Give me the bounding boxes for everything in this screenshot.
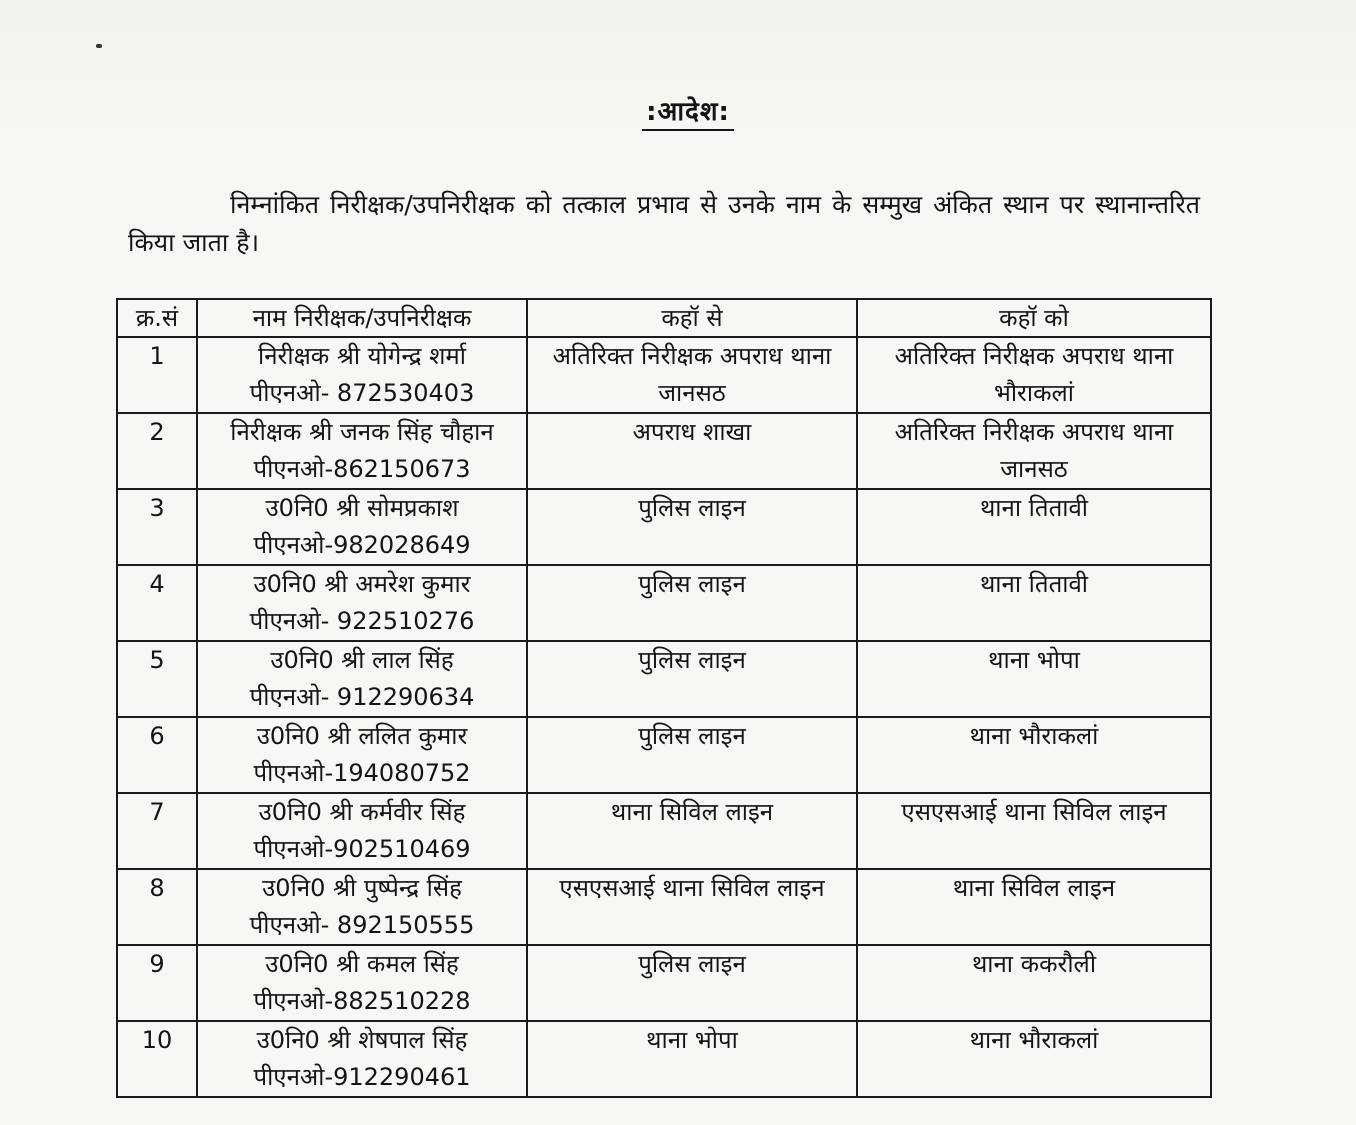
officer-pno: पीएनओ- 912290634 bbox=[249, 683, 475, 711]
cell-serial: 4 bbox=[117, 565, 197, 641]
cell-to: अतिरिक्त निरीक्षक अपराध थाना जानसठ bbox=[857, 413, 1211, 489]
cell-from: एसएसआई थाना सिविल लाइन bbox=[527, 869, 857, 945]
officer-pno: पीएनओ-862150673 bbox=[253, 455, 471, 483]
cell-officer bbox=[197, 337, 527, 413]
header-from: कहॉ से bbox=[527, 299, 857, 337]
cell-to: थाना भौराकलां bbox=[857, 717, 1211, 793]
officer-name: उ0नि0 श्री अमरेश कुमार bbox=[253, 570, 471, 598]
cell-from: पुलिस लाइन bbox=[527, 641, 857, 717]
cell-officer bbox=[197, 793, 527, 869]
officer-name: उ0नि0 श्री सोमप्रकाश bbox=[265, 494, 459, 522]
cell-to: थाना तितावी bbox=[857, 489, 1211, 565]
officer-pno: पीएनओ-982028649 bbox=[253, 531, 471, 559]
officer-name: उ0नि0 श्री लाल सिंह bbox=[270, 646, 454, 674]
table-row bbox=[117, 945, 1211, 1021]
cell-officer bbox=[197, 945, 527, 1021]
header-name: नाम निरीक्षक/उपनिरीक्षक bbox=[197, 299, 527, 337]
cell-officer bbox=[197, 717, 527, 793]
cell-from: थाना सिविल लाइन bbox=[527, 793, 857, 869]
cell-officer bbox=[197, 565, 527, 641]
officer-name: निरीक्षक श्री योगेन्द्र शर्मा bbox=[258, 342, 466, 370]
cell-from: पुलिस लाइन bbox=[527, 565, 857, 641]
cell-to: थाना तितावी bbox=[857, 565, 1211, 641]
officer-name: उ0नि0 श्री पुष्पेन्द्र सिंह bbox=[262, 874, 462, 902]
cell-officer bbox=[197, 1021, 527, 1097]
ink-speck bbox=[96, 44, 102, 48]
cell-serial: 2 bbox=[117, 413, 197, 489]
cell-serial: 9 bbox=[117, 945, 197, 1021]
officer-pno: पीएनओ-194080752 bbox=[253, 759, 471, 787]
cell-serial: 5 bbox=[117, 641, 197, 717]
table-body bbox=[117, 337, 1211, 1097]
header-serial: क्र.सं bbox=[117, 299, 197, 337]
table-row bbox=[117, 793, 1211, 869]
cell-serial: 8 bbox=[117, 869, 197, 945]
cell-to: एसएसआई थाना सिविल लाइन bbox=[857, 793, 1211, 869]
officer-pno: पीएनओ-912290461 bbox=[253, 1063, 471, 1091]
cell-serial: 10 bbox=[117, 1021, 197, 1097]
cell-officer bbox=[197, 869, 527, 945]
cell-officer bbox=[197, 641, 527, 717]
cell-serial: 3 bbox=[117, 489, 197, 565]
table-row bbox=[117, 489, 1211, 565]
table-row bbox=[117, 413, 1211, 489]
officer-pno: पीएनओ- 892150555 bbox=[249, 911, 475, 939]
table-row bbox=[117, 869, 1211, 945]
officer-name: उ0नि0 श्री शेषपाल सिंह bbox=[256, 1026, 468, 1054]
cell-from: पुलिस लाइन bbox=[527, 717, 857, 793]
cell-serial: 6 bbox=[117, 717, 197, 793]
officer-pno: पीएनओ- 872530403 bbox=[249, 379, 475, 407]
table-row bbox=[117, 1021, 1211, 1097]
header-to: कहॉ को bbox=[857, 299, 1211, 337]
cell-to: थाना भौराकलां bbox=[857, 1021, 1211, 1097]
cell-serial: 1 bbox=[117, 337, 197, 413]
transfer-table-wrap bbox=[116, 298, 1206, 1098]
cell-from: अतिरिक्त निरीक्षक अपराध थाना जानसठ bbox=[527, 337, 857, 413]
cell-to: थाना सिविल लाइन bbox=[857, 869, 1211, 945]
transfer-table bbox=[116, 298, 1212, 1098]
cell-officer bbox=[197, 413, 527, 489]
officer-name: उ0नि0 श्री कमल सिंह bbox=[265, 950, 459, 978]
table-row bbox=[117, 641, 1211, 717]
cell-to: अतिरिक्त निरीक्षक अपराध थाना भौराकलां bbox=[857, 337, 1211, 413]
intro-paragraph: निम्नांकित निरीक्षक/उपनिरीक्षक को तत्काल प्रभाव से उनके नाम के सम्मुख अंकित स्थान पर स्थानान्तरित किया जाता है। bbox=[128, 190, 1200, 257]
table-row bbox=[117, 337, 1211, 413]
cell-from: अपराध शाखा bbox=[527, 413, 857, 489]
table-header-row bbox=[117, 299, 1211, 337]
cell-from: पुलिस लाइन bbox=[527, 489, 857, 565]
cell-to: थाना भोपा bbox=[857, 641, 1211, 717]
order-title bbox=[0, 92, 1356, 128]
cell-from: थाना भोपा bbox=[527, 1021, 857, 1097]
table-row bbox=[117, 717, 1211, 793]
officer-name: उ0नि0 श्री ललित कुमार bbox=[256, 722, 468, 750]
officer-name: निरीक्षक श्री जनक सिंह चौहान bbox=[230, 418, 494, 446]
order-title-text: :आदेश: bbox=[642, 97, 734, 131]
cell-to: थाना ककरौली bbox=[857, 945, 1211, 1021]
officer-pno: पीएनओ-882510228 bbox=[253, 987, 471, 1015]
cell-officer bbox=[197, 489, 527, 565]
cell-from: पुलिस लाइन bbox=[527, 945, 857, 1021]
officer-pno: पीएनओ-902510469 bbox=[253, 835, 471, 863]
officer-pno: पीएनओ- 922510276 bbox=[249, 607, 475, 635]
officer-name: उ0नि0 श्री कर्मवीर सिंह bbox=[258, 798, 466, 826]
table-row bbox=[117, 565, 1211, 641]
cell-serial: 7 bbox=[117, 793, 197, 869]
